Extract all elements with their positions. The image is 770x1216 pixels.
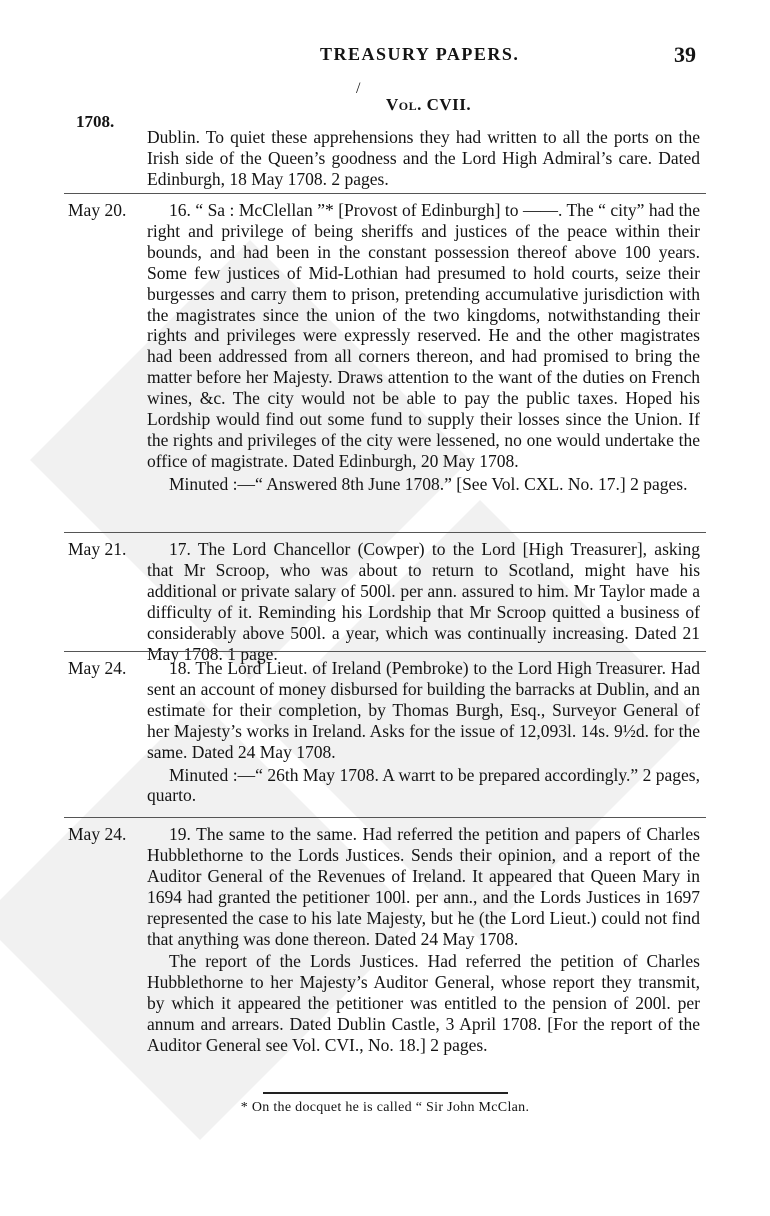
divider	[64, 651, 706, 652]
footnote-rule	[263, 1092, 508, 1094]
report-paragraph: The report of the Lords Justices. Had referred the petition of Charles Hubblethorne to her Majesty’s Auditor General, whose report they transmit, by which it appeared the petitioner was entitled to the pension of 200l. per annum and arrears. Dated Dublin Castle, 3 April 1708. [For the report of the Auditor General see Vol. CVI., No. 18.] 2 pages.	[147, 951, 700, 1056]
entry-text	[147, 200, 700, 495]
footnote: * On the docquet he is called “ Sir John McClan.	[240, 1100, 530, 1115]
entry-text	[147, 658, 700, 806]
divider	[64, 817, 706, 818]
page-header	[0, 44, 770, 72]
minuted-note: Minuted :—“ 26th May 1708. A warrt to be prepared accordingly.” 2 pages, quarto.	[147, 764, 700, 806]
entry-text	[147, 539, 700, 664]
tick-mark: /	[356, 80, 361, 97]
continuation-text	[147, 127, 700, 190]
continuation-paragraph: Dublin. To quiet these apprehensions they had written to all the ports on the Irish side of the Queen’s goodness and the Lord High Admiral’s care. Dated Edinburgh, 18 May 1708. 2 pages.	[147, 127, 700, 189]
entry-date: May 21.	[68, 539, 127, 559]
divider	[64, 193, 706, 194]
year-marker: 1708.	[76, 112, 115, 131]
entry-date: May 20.	[68, 200, 127, 220]
volume-heading: Vol. CVII.	[386, 95, 472, 114]
minuted-note: Minuted :—“ Answered 8th June 1708.” [See Vol. CXL. No. 17.] 2 pages.	[169, 473, 688, 494]
entry-paragraph: 17. The Lord Chancellor (Cowper) to the Lord [High Treasurer], asking that Mr Scroop, who was about to return to Scotland, might have his additional or private salary of 500l. per ann. assured to him. Mr Taylor made a difficulty of it. Reminding his Lordship that Mr Scroop quitted a business of considerably above 500l. a year, which was continually increasing. Dated 21 May 1708. 1 page.	[147, 539, 700, 664]
divider	[64, 532, 706, 533]
entry-paragraph: 18. The Lord Lieut. of Ireland (Pembroke) to the Lord High Treasurer. Had sent an account of money disbursed for building the barracks at Dublin, and an estimate for their completion, by Thomas Burgh, Esq., Surveyor General of her Majesty’s works in Ireland. Asks for the issue of 12,093l. 14s. 9½d. for the same. Dated 24 May 1708.	[147, 658, 700, 762]
entry-paragraph: 19. The same to the same. Had referred the petition and papers of Charles Hubblethorne to the Lords Justices. Sends their opinion, and a report of the Auditor General of the Revenues of Ireland. It appeared that Queen Mary in 1694 had granted the petitioner 100l. per ann., and the Lords Justices in 1697 represented the case to his late Majesty, but he (the Lord Lieut.) could not find that anything was done thereon. Dated 24 May 1708.	[147, 824, 700, 949]
entry-text	[147, 824, 700, 1056]
entry-paragraph: 16. “ Sa : McClellan ”* [Provost of Edinburgh] to ——. The “ city” had the right and privilege of being sheriffs and justices of the peace within their bounds, and had been in the constant possession thereof above 100 years. Some few justices of Mid-Lothian had presumed to hold courts, seize their burgesses and carry them to prison, pretending accumulative jurisdiction with the magistrates since the union of the two kingdoms, notwithstanding their rights and privileges were expressly reserved. He and the other magistrates had been addressed from all corners thereon, and had promised to bring the matter before her Majesty. Draws attention to the want of the duties on French wines, &c. The city would not be able to pay the public taxes. Hoped his Lordship would find out some fund to supply their losses since the Union. If the rights and privileges of the city were lessened, no one would undertake the office of magistrate. Dated Edinburgh, 20 May 1708.	[147, 200, 700, 471]
entry-date: May 24.	[68, 658, 127, 678]
page-number: 39	[674, 42, 696, 67]
entry-date: May 24.	[68, 824, 127, 844]
running-title: TREASURY PAPERS.	[320, 44, 520, 64]
